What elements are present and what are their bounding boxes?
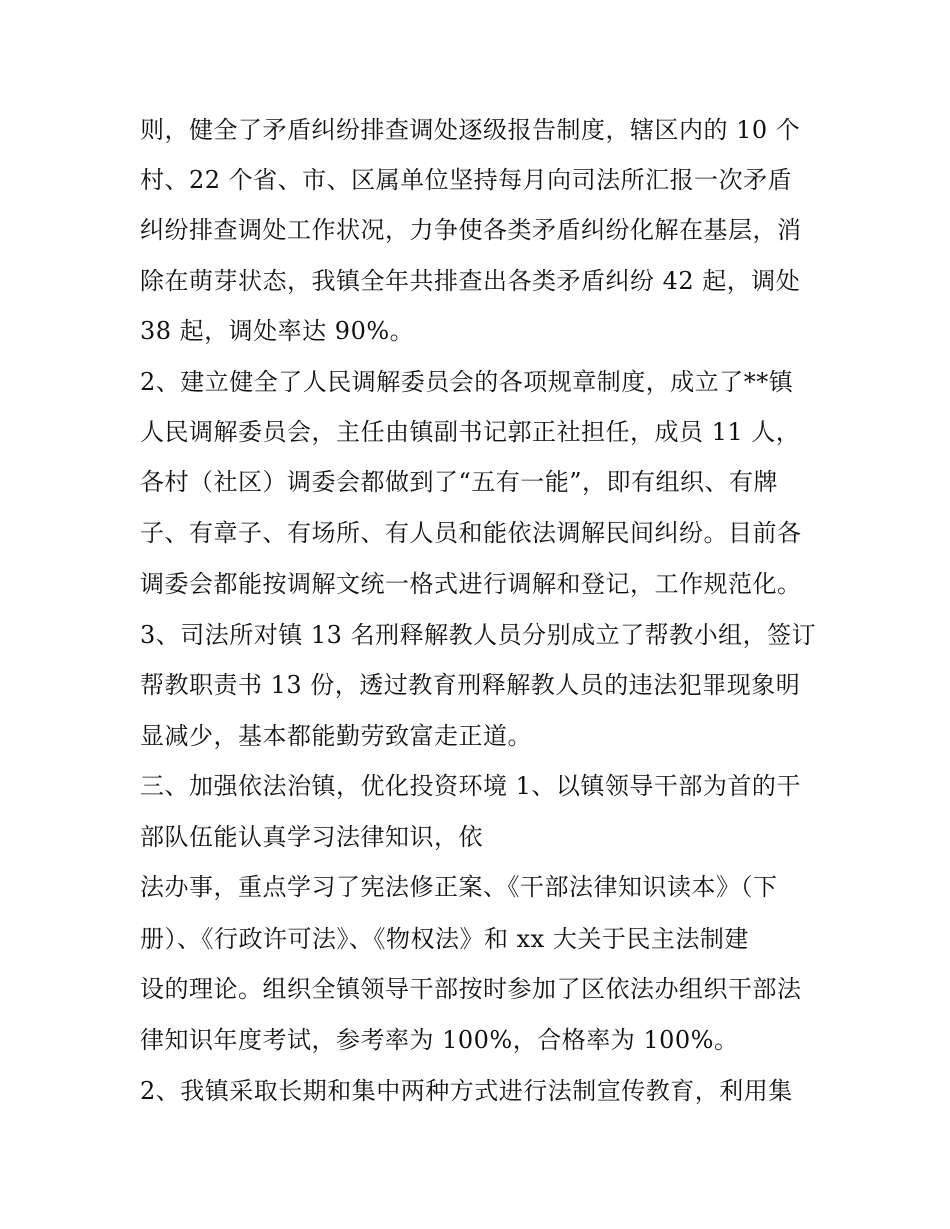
text-line: 3、司法所对镇 13 名刑释解教人员分别成立了帮教小组，签订: [140, 621, 817, 649]
text-line: 显减少，基本都能勤劳致富走正道。: [140, 722, 532, 750]
text-line: 2、我镇采取长期和集中两种方式进行法制宣传教育，利用集: [140, 1077, 793, 1105]
text-line: 村、22 个省、市、区属单位坚持每月向司法所汇报一次矛盾: [140, 166, 793, 194]
text-line: 册）、《行政许可法》、《物权法》和 xx 大关于民主法制建: [140, 925, 749, 953]
text-line: 法办事，重点学习了宪法修正案、《干部法律知识读本》（下: [140, 873, 778, 901]
text-line: 三、加强依法治镇，优化投资环境 1、以镇领导干部为首的干: [140, 772, 801, 800]
text-line: 人民调解委员会，主任由镇副书记郭正社担任，成员 11 人，: [140, 418, 801, 446]
text-line: 调委会都能按调解文统一格式进行调解和登记，工作规范化。: [140, 570, 802, 598]
text-line: 律知识年度考试，参考率为 100%，合格率为 100%。: [140, 1026, 739, 1054]
text-line: 帮教职责书 13 份，透过教育刑释解教人员的违法犯罪现象明: [140, 671, 801, 699]
text-line: 设的理论。组织全镇领导干部按时参加了区依法办组织干部法: [140, 975, 802, 1003]
text-line: 各村（社区）调委会都做到了“五有一能”，即有组织、有牌: [140, 468, 779, 496]
text-line: 38 起，调处率达 90%。: [140, 317, 415, 345]
text-line: 子、有章子、有场所、有人员和能依法调解民间纠纷。目前各: [140, 519, 802, 547]
text-line: 除在萌芽状态，我镇全年共排查出各类矛盾纠纷 42 起，调处: [140, 267, 801, 295]
text-line: 纠纷排查调处工作状况，力争使各类矛盾纠纷化解在基层，消: [140, 216, 802, 244]
text-line: 部队伍能认真学习法律知识，依: [140, 823, 483, 851]
text-line: 2、建立健全了人民调解委员会的各项规章制度，成立了**镇: [140, 368, 794, 396]
text-line: 则，健全了矛盾纠纷排查调处逐级报告制度，辖区内的 10 个: [140, 116, 801, 144]
